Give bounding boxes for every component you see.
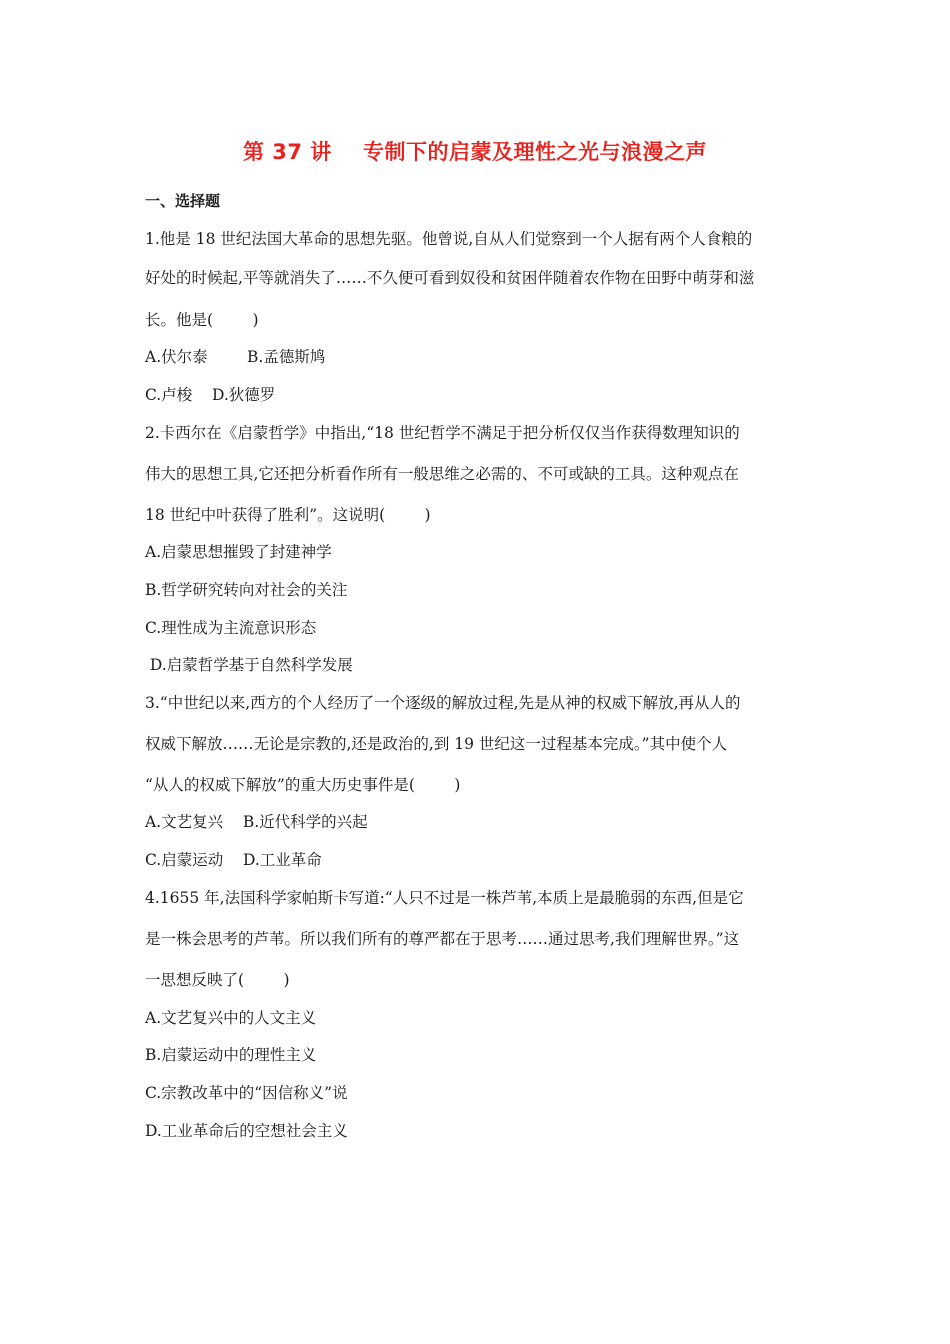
question-4-line-3: 一思想反映了( ) (145, 971, 290, 989)
question-4-line-1: 4.1655 年,法国科学家帕斯卡写道:“人只不过是一株芦苇,本质上是最脆弱的东西,但是它 (145, 889, 744, 907)
question-3-line-1: 3.“中世纪以来,西方的个人经历了一个逐级的解放过程,先是从神的权威下解放,再从人的 (145, 694, 741, 712)
page-title: 第 37 讲 专制下的启蒙及理性之光与浪漫之声 (242, 140, 708, 164)
question-4-option-c: C.宗教改革中的“因信称义”说 (145, 1084, 348, 1102)
question-4-option-d: D.工业革命后的空想社会主义 (145, 1122, 348, 1140)
question-3-options-ab: A.文艺复兴 B.近代科学的兴起 (145, 813, 368, 831)
question-1-line-1: 1.他是 18 世纪法国大革命的思想先驱。他曾说,自从人们觉察到一个人据有两个人食粮的 (145, 230, 753, 248)
question-4-option-b: B.启蒙运动中的理性主义 (145, 1046, 317, 1064)
question-3-options-cd: C.启蒙运动 D.工业革命 (145, 851, 322, 869)
question-3-line-3: “从人的权威下解放”的重大历史事件是( ) (145, 776, 461, 794)
section-heading: 一、选择题 (145, 192, 221, 210)
question-2-option-a: A.启蒙思想摧毁了封建神学 (145, 543, 332, 561)
question-2-option-d: D.启蒙哲学基于自然科学发展 (145, 656, 353, 674)
question-1-line-2: 好处的时候起,平等就消失了……不久便可看到奴役和贫困伴随着农作物在田野中萌芽和滋 (145, 269, 755, 287)
question-4-line-2: 是一株会思考的芦苇。所以我们所有的尊严都在于思考……通过思考,我们理解世界。”这 (145, 930, 740, 948)
question-2-option-c: C.理性成为主流意识形态 (145, 619, 317, 637)
question-3-line-2: 权威下解放……无论是宗教的,还是政治的,到 19 世纪这一过程基本完成。”其中使个人 (145, 735, 728, 753)
question-2-line-3: 18 世纪中叶获得了胜利”。这说明( ) (145, 506, 431, 524)
question-1-options-cd: C.卢梭 D.狄德罗 (145, 386, 276, 404)
question-1-line-3: 长。他是( ) (145, 311, 259, 329)
question-4-option-a: A.文艺复兴中的人文主义 (145, 1009, 317, 1027)
question-2-line-1: 2.卡西尔在《启蒙哲学》中指出,“18 世纪哲学不满足于把分析仅仅当作获得数理知识的 (145, 424, 740, 442)
question-1-options-ab: A.伏尔泰 B.孟德斯鸠 (145, 348, 326, 366)
question-2-line-2: 伟大的思想工具,它还把分析看作所有一般思维之必需的、不可或缺的工具。这种观点在 (145, 465, 739, 483)
question-2-option-b: B.哲学研究转向对社会的关注 (145, 581, 348, 599)
